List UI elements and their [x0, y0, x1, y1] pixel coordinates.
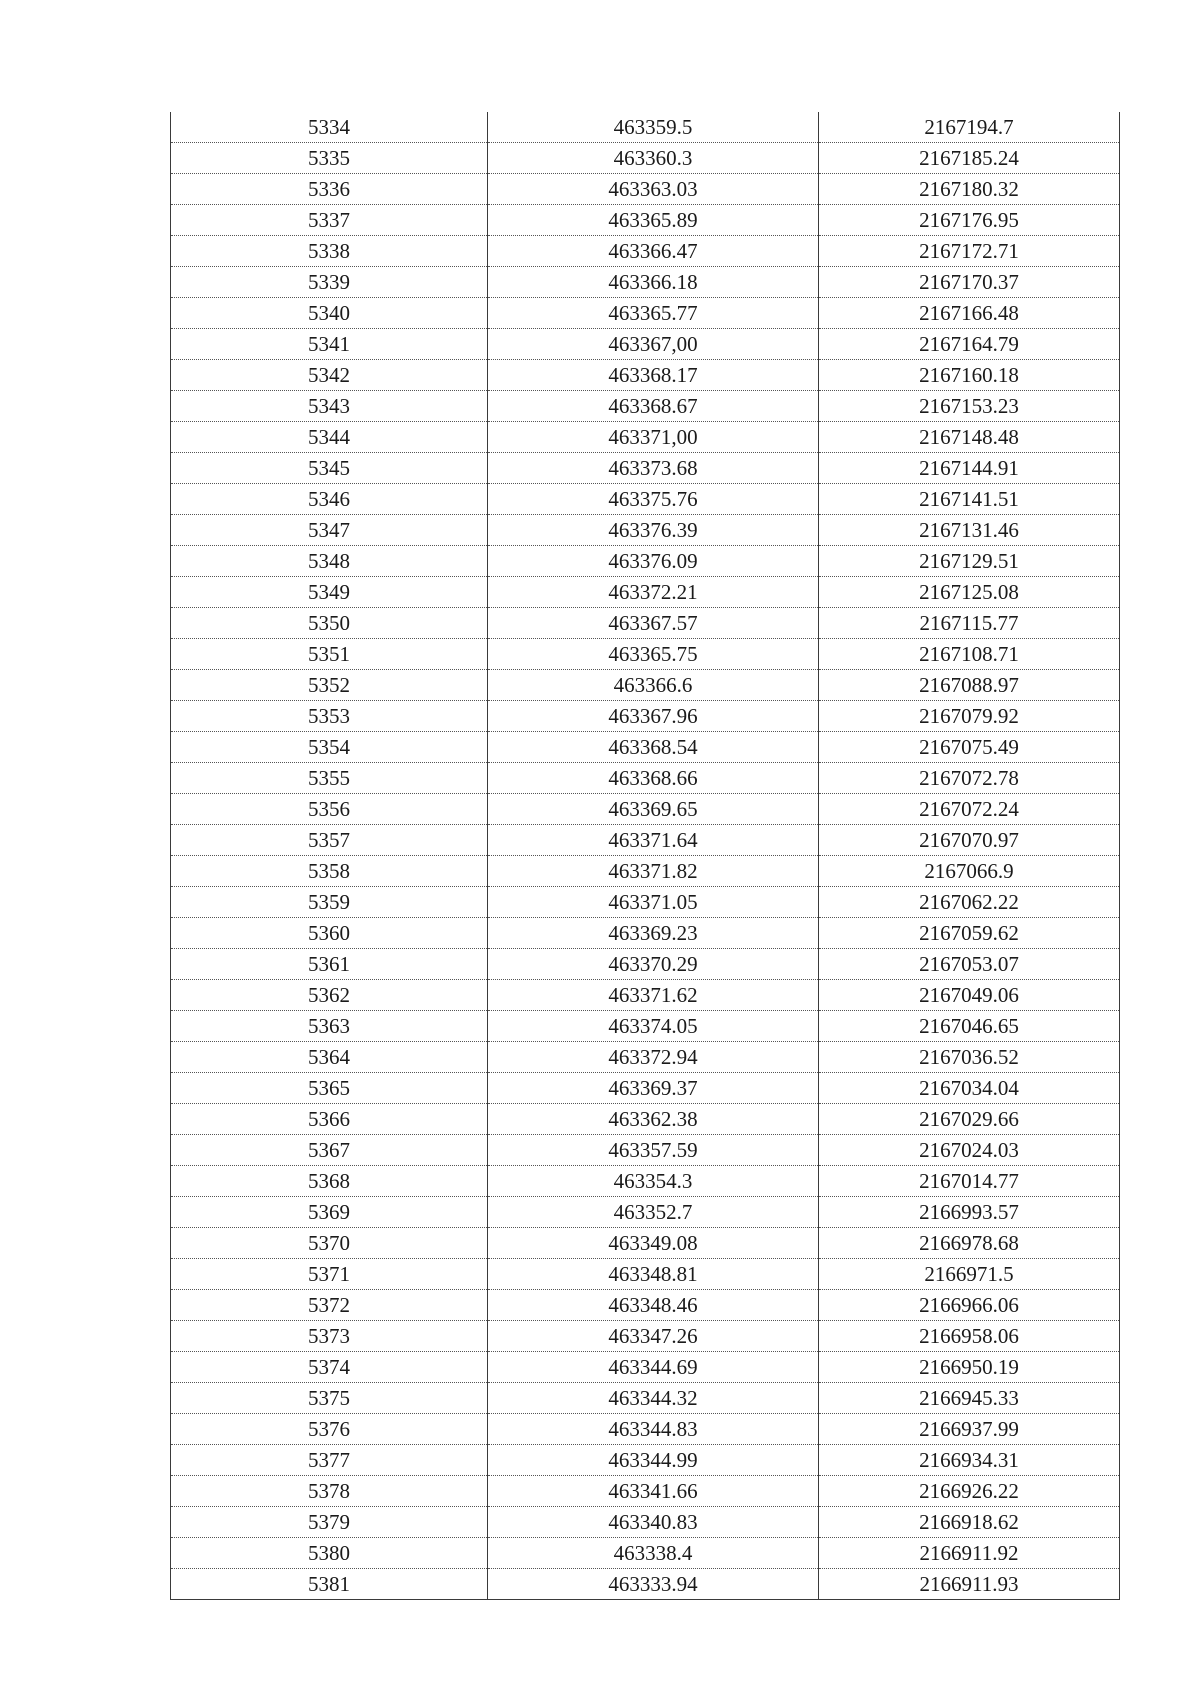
y-coordinate-cell: 2167066.9	[819, 856, 1120, 887]
y-coordinate-cell: 2167164.79	[819, 329, 1120, 360]
y-coordinate-cell: 2166918.62	[819, 1507, 1120, 1538]
point-number-cell: 5346	[171, 484, 488, 515]
y-coordinate-cell: 2167194.7	[819, 112, 1120, 143]
table-row	[171, 546, 1120, 577]
x-coordinate-cell: 463369.23	[488, 918, 819, 949]
y-coordinate-cell: 2167036.52	[819, 1042, 1120, 1073]
x-coordinate-cell: 463344.99	[488, 1445, 819, 1476]
point-number-cell: 5342	[171, 360, 488, 391]
table-row	[171, 1135, 1120, 1166]
x-coordinate-cell: 463367.57	[488, 608, 819, 639]
y-coordinate-cell: 2167046.65	[819, 1011, 1120, 1042]
table-row	[171, 918, 1120, 949]
point-number-cell: 5345	[171, 453, 488, 484]
coordinates-table	[170, 112, 1120, 1600]
table-row	[171, 422, 1120, 453]
x-coordinate-cell: 463366.47	[488, 236, 819, 267]
x-coordinate-cell: 463367,00	[488, 329, 819, 360]
table-row	[171, 732, 1120, 763]
table-row	[171, 205, 1120, 236]
x-coordinate-cell: 463374.05	[488, 1011, 819, 1042]
table-row	[171, 1197, 1120, 1228]
x-coordinate-cell: 463371.62	[488, 980, 819, 1011]
x-coordinate-cell: 463368.54	[488, 732, 819, 763]
point-number-cell: 5352	[171, 670, 488, 701]
table-row	[171, 763, 1120, 794]
point-number-cell: 5380	[171, 1538, 488, 1569]
point-number-cell: 5354	[171, 732, 488, 763]
table-row	[171, 1445, 1120, 1476]
y-coordinate-cell: 2167148.48	[819, 422, 1120, 453]
x-coordinate-cell: 463348.46	[488, 1290, 819, 1321]
coordinates-table-body	[171, 112, 1120, 1600]
y-coordinate-cell: 2166978.68	[819, 1228, 1120, 1259]
point-number-cell: 5339	[171, 267, 488, 298]
table-row	[171, 1538, 1120, 1569]
table-row	[171, 1321, 1120, 1352]
x-coordinate-cell: 463348.81	[488, 1259, 819, 1290]
table-row	[171, 1259, 1120, 1290]
point-number-cell: 5377	[171, 1445, 488, 1476]
point-number-cell: 5378	[171, 1476, 488, 1507]
table-row	[171, 453, 1120, 484]
point-number-cell: 5375	[171, 1383, 488, 1414]
point-number-cell: 5367	[171, 1135, 488, 1166]
point-number-cell: 5368	[171, 1166, 488, 1197]
y-coordinate-cell: 2167125.08	[819, 577, 1120, 608]
x-coordinate-cell: 463344.83	[488, 1414, 819, 1445]
point-number-cell: 5343	[171, 391, 488, 422]
x-coordinate-cell: 463360.3	[488, 143, 819, 174]
table-row	[171, 1011, 1120, 1042]
y-coordinate-cell: 2167014.77	[819, 1166, 1120, 1197]
y-coordinate-cell: 2166911.92	[819, 1538, 1120, 1569]
table-row	[171, 1507, 1120, 1538]
y-coordinate-cell: 2166966.06	[819, 1290, 1120, 1321]
table-row	[171, 1073, 1120, 1104]
point-number-cell: 5351	[171, 639, 488, 670]
y-coordinate-cell: 2166971.5	[819, 1259, 1120, 1290]
table-row	[171, 329, 1120, 360]
point-number-cell: 5364	[171, 1042, 488, 1073]
table-row	[171, 949, 1120, 980]
table-row	[171, 1476, 1120, 1507]
point-number-cell: 5370	[171, 1228, 488, 1259]
x-coordinate-cell: 463367.96	[488, 701, 819, 732]
y-coordinate-cell: 2166993.57	[819, 1197, 1120, 1228]
point-number-cell: 5338	[171, 236, 488, 267]
point-number-cell: 5373	[171, 1321, 488, 1352]
x-coordinate-cell: 463371,00	[488, 422, 819, 453]
table-row	[171, 887, 1120, 918]
y-coordinate-cell: 2167131.46	[819, 515, 1120, 546]
x-coordinate-cell: 463370.29	[488, 949, 819, 980]
table-row	[171, 825, 1120, 856]
x-coordinate-cell: 463368.17	[488, 360, 819, 391]
y-coordinate-cell: 2167070.97	[819, 825, 1120, 856]
table-row	[171, 1383, 1120, 1414]
table-row	[171, 267, 1120, 298]
y-coordinate-cell: 2167153.23	[819, 391, 1120, 422]
table-row	[171, 143, 1120, 174]
point-number-cell: 5357	[171, 825, 488, 856]
y-coordinate-cell: 2167160.18	[819, 360, 1120, 391]
y-coordinate-cell: 2167072.78	[819, 763, 1120, 794]
y-coordinate-cell: 2167166.48	[819, 298, 1120, 329]
x-coordinate-cell: 463371.64	[488, 825, 819, 856]
y-coordinate-cell: 2167108.71	[819, 639, 1120, 670]
y-coordinate-cell: 2166926.22	[819, 1476, 1120, 1507]
table-row	[171, 1414, 1120, 1445]
y-coordinate-cell: 2167029.66	[819, 1104, 1120, 1135]
point-number-cell: 5337	[171, 205, 488, 236]
point-number-cell: 5348	[171, 546, 488, 577]
y-coordinate-cell: 2167180.32	[819, 174, 1120, 205]
point-number-cell: 5335	[171, 143, 488, 174]
table-row	[171, 1042, 1120, 1073]
table-row	[171, 794, 1120, 825]
x-coordinate-cell: 463365.77	[488, 298, 819, 329]
x-coordinate-cell: 463341.66	[488, 1476, 819, 1507]
y-coordinate-cell: 2167172.71	[819, 236, 1120, 267]
x-coordinate-cell: 463376.09	[488, 546, 819, 577]
table-row	[171, 1569, 1120, 1600]
point-number-cell: 5336	[171, 174, 488, 205]
table-row	[171, 1352, 1120, 1383]
table-row	[171, 1104, 1120, 1135]
point-number-cell: 5355	[171, 763, 488, 794]
y-coordinate-cell: 2167088.97	[819, 670, 1120, 701]
y-coordinate-cell: 2167129.51	[819, 546, 1120, 577]
y-coordinate-cell: 2167072.24	[819, 794, 1120, 825]
point-number-cell: 5369	[171, 1197, 488, 1228]
point-number-cell: 5349	[171, 577, 488, 608]
x-coordinate-cell: 463344.69	[488, 1352, 819, 1383]
table-row	[171, 577, 1120, 608]
x-coordinate-cell: 463365.89	[488, 205, 819, 236]
point-number-cell: 5372	[171, 1290, 488, 1321]
table-row	[171, 112, 1120, 143]
x-coordinate-cell: 463369.65	[488, 794, 819, 825]
x-coordinate-cell: 463347.26	[488, 1321, 819, 1352]
table-row	[171, 701, 1120, 732]
y-coordinate-cell: 2167079.92	[819, 701, 1120, 732]
x-coordinate-cell: 463352.7	[488, 1197, 819, 1228]
point-number-cell: 5341	[171, 329, 488, 360]
y-coordinate-cell: 2167115.77	[819, 608, 1120, 639]
point-number-cell: 5347	[171, 515, 488, 546]
y-coordinate-cell: 2167185.24	[819, 143, 1120, 174]
x-coordinate-cell: 463366.6	[488, 670, 819, 701]
table-row	[171, 360, 1120, 391]
point-number-cell: 5376	[171, 1414, 488, 1445]
point-number-cell: 5379	[171, 1507, 488, 1538]
x-coordinate-cell: 463372.21	[488, 577, 819, 608]
y-coordinate-cell: 2167075.49	[819, 732, 1120, 763]
y-coordinate-cell: 2166945.33	[819, 1383, 1120, 1414]
x-coordinate-cell: 463373.68	[488, 453, 819, 484]
table-row	[171, 608, 1120, 639]
point-number-cell: 5381	[171, 1569, 488, 1600]
x-coordinate-cell: 463357.59	[488, 1135, 819, 1166]
point-number-cell: 5356	[171, 794, 488, 825]
table-row	[171, 1290, 1120, 1321]
y-coordinate-cell: 2167049.06	[819, 980, 1120, 1011]
y-coordinate-cell: 2167141.51	[819, 484, 1120, 515]
x-coordinate-cell: 463366.18	[488, 267, 819, 298]
table-row	[171, 856, 1120, 887]
x-coordinate-cell: 463365.75	[488, 639, 819, 670]
x-coordinate-cell: 463354.3	[488, 1166, 819, 1197]
x-coordinate-cell: 463371.05	[488, 887, 819, 918]
x-coordinate-cell: 463340.83	[488, 1507, 819, 1538]
x-coordinate-cell: 463363.03	[488, 174, 819, 205]
y-coordinate-cell: 2166937.99	[819, 1414, 1120, 1445]
table-row	[171, 391, 1120, 422]
point-number-cell: 5344	[171, 422, 488, 453]
point-number-cell: 5350	[171, 608, 488, 639]
x-coordinate-cell: 463362.38	[488, 1104, 819, 1135]
point-number-cell: 5366	[171, 1104, 488, 1135]
table-row	[171, 515, 1120, 546]
x-coordinate-cell: 463359.5	[488, 112, 819, 143]
point-number-cell: 5360	[171, 918, 488, 949]
y-coordinate-cell: 2166950.19	[819, 1352, 1120, 1383]
point-number-cell: 5361	[171, 949, 488, 980]
table-row	[171, 1228, 1120, 1259]
point-number-cell: 5362	[171, 980, 488, 1011]
x-coordinate-cell: 463344.32	[488, 1383, 819, 1414]
y-coordinate-cell: 2167059.62	[819, 918, 1120, 949]
point-number-cell: 5365	[171, 1073, 488, 1104]
y-coordinate-cell: 2167034.04	[819, 1073, 1120, 1104]
table-row	[171, 174, 1120, 205]
y-coordinate-cell: 2167053.07	[819, 949, 1120, 980]
point-number-cell: 5353	[171, 701, 488, 732]
point-number-cell: 5363	[171, 1011, 488, 1042]
x-coordinate-cell: 463375.76	[488, 484, 819, 515]
table-row	[171, 484, 1120, 515]
x-coordinate-cell: 463371.82	[488, 856, 819, 887]
table-row	[171, 670, 1120, 701]
y-coordinate-cell: 2167176.95	[819, 205, 1120, 236]
x-coordinate-cell: 463333.94	[488, 1569, 819, 1600]
x-coordinate-cell: 463368.66	[488, 763, 819, 794]
x-coordinate-cell: 463369.37	[488, 1073, 819, 1104]
point-number-cell: 5371	[171, 1259, 488, 1290]
x-coordinate-cell: 463368.67	[488, 391, 819, 422]
table-row	[171, 980, 1120, 1011]
x-coordinate-cell: 463372.94	[488, 1042, 819, 1073]
x-coordinate-cell: 463338.4	[488, 1538, 819, 1569]
point-number-cell: 5340	[171, 298, 488, 329]
point-number-cell: 5374	[171, 1352, 488, 1383]
table-row	[171, 236, 1120, 267]
table-row	[171, 639, 1120, 670]
y-coordinate-cell: 2167062.22	[819, 887, 1120, 918]
y-coordinate-cell: 2167024.03	[819, 1135, 1120, 1166]
x-coordinate-cell: 463349.08	[488, 1228, 819, 1259]
y-coordinate-cell: 2167170.37	[819, 267, 1120, 298]
table-row	[171, 298, 1120, 329]
y-coordinate-cell: 2166911.93	[819, 1569, 1120, 1600]
table-row	[171, 1166, 1120, 1197]
point-number-cell: 5359	[171, 887, 488, 918]
x-coordinate-cell: 463376.39	[488, 515, 819, 546]
y-coordinate-cell: 2167144.91	[819, 453, 1120, 484]
y-coordinate-cell: 2166958.06	[819, 1321, 1120, 1352]
y-coordinate-cell: 2166934.31	[819, 1445, 1120, 1476]
point-number-cell: 5358	[171, 856, 488, 887]
point-number-cell: 5334	[171, 112, 488, 143]
